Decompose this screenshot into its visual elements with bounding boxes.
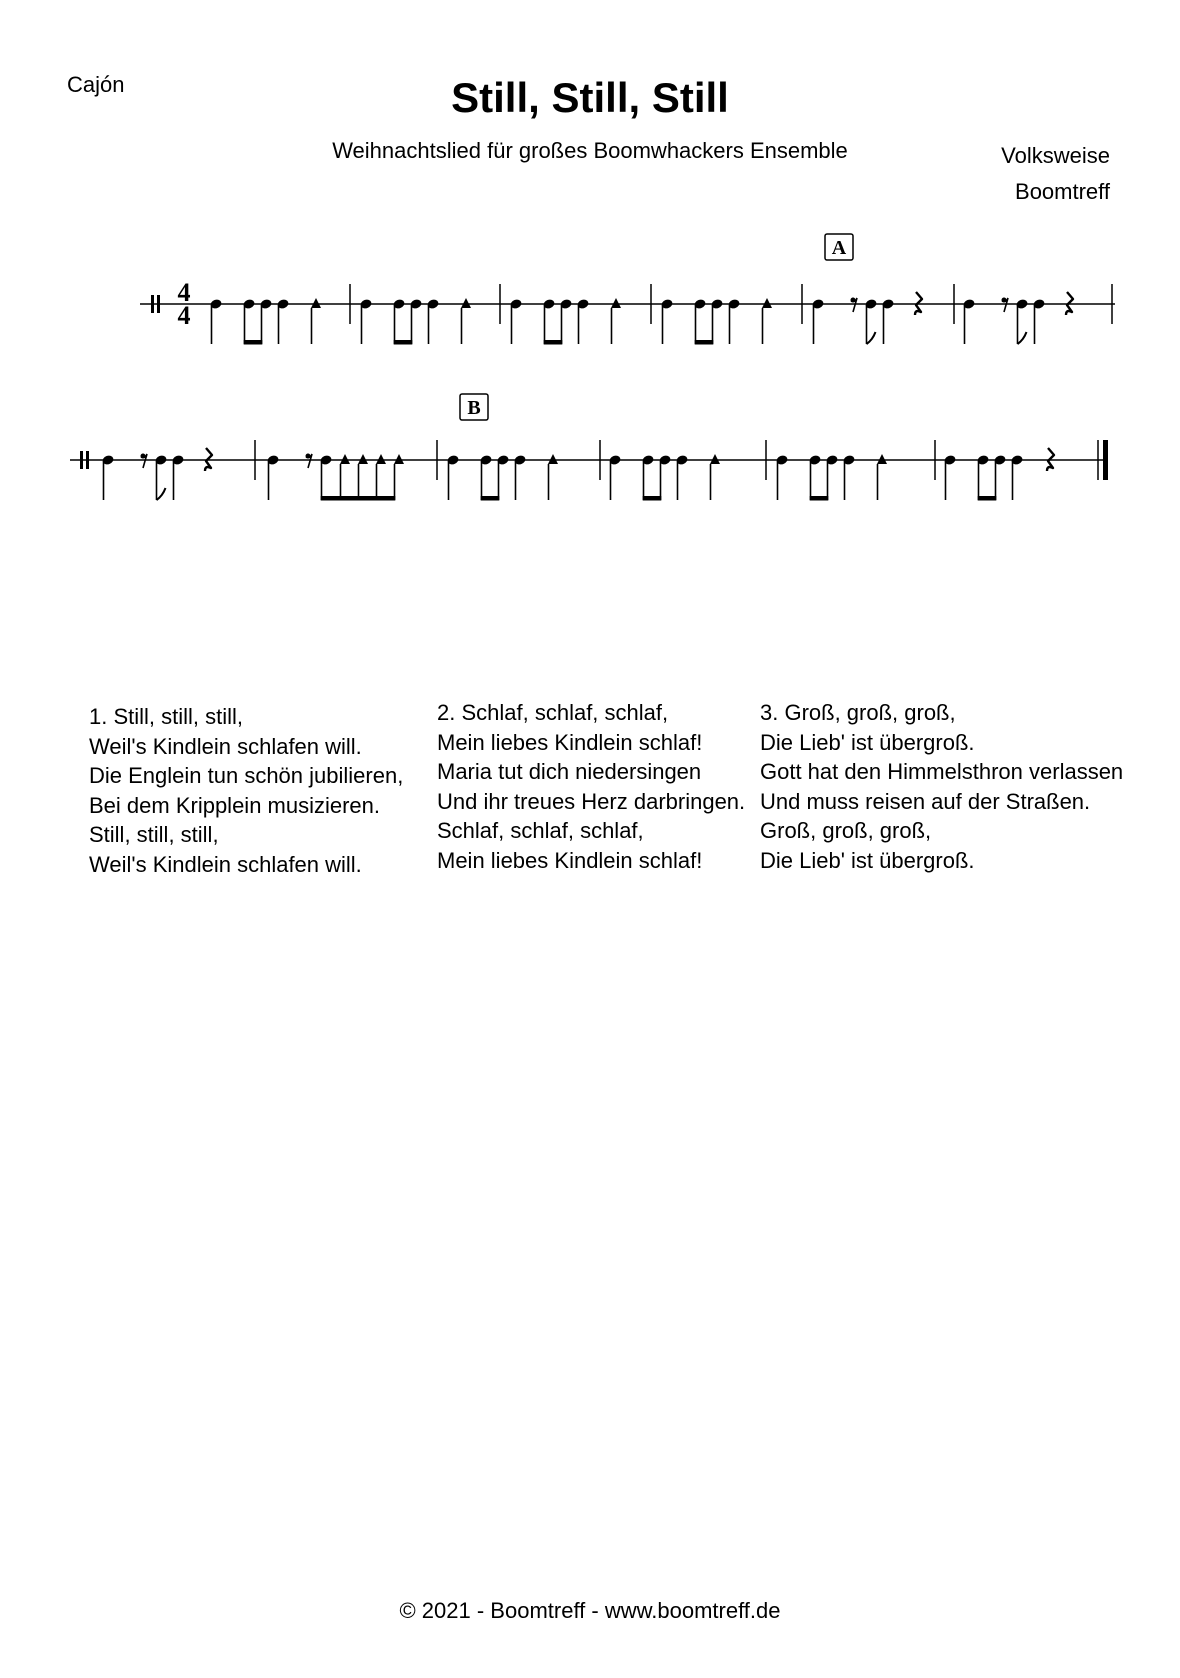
staff-system-1 — [140, 234, 1115, 345]
lyric-line: Still, still, still, — [89, 822, 219, 847]
note-head-accent — [311, 298, 321, 308]
rehearsal-mark: A — [831, 237, 847, 259]
arranger: Boomtreff — [1015, 179, 1110, 204]
staff-system-2 — [70, 394, 1108, 501]
lyric-line: Und ihr treues Herz darbringen. — [437, 788, 746, 814]
note-head-accent — [611, 298, 621, 308]
lyrics-verse-2 — [437, 698, 745, 875]
lyric-line: Gott hat den Himmelsthron verlassen — [760, 759, 1124, 784]
page-title: Still, Still, Still — [451, 74, 729, 121]
note-head-accent — [358, 454, 368, 464]
lyric-line: Schlaf, schlaf, schlaf, — [437, 818, 644, 843]
note-head-accent — [461, 298, 471, 308]
note-head-accent — [762, 298, 772, 308]
rehearsal-mark: B — [467, 397, 481, 419]
lyric-line: 2. Schlaf, schlaf, schlaf, — [437, 700, 669, 725]
note-head-accent — [340, 454, 350, 464]
composer: Volksweise — [1001, 143, 1110, 168]
percussion-score — [0, 0, 1180, 540]
lyric-line: Die Englein tun schön jubilieren, — [89, 763, 404, 788]
beam — [481, 496, 500, 501]
lyric-line: Weil's Kindlein schlafen will. — [89, 733, 362, 759]
percussion-clef — [157, 295, 160, 313]
lyric-line: Weil's Kindlein schlafen will. — [89, 851, 362, 877]
copyright-footer: © 2021 - Boomtreff - www.boomtreff.de — [399, 1598, 781, 1623]
lyrics-verse-1 — [89, 702, 403, 879]
percussion-clef — [86, 451, 89, 469]
lyric-line: Groß, groß, groß, — [760, 818, 932, 843]
lyrics-verse-3 — [760, 698, 1123, 875]
lyric-line: Maria tut dich niedersingen — [437, 759, 702, 784]
percussion-clef — [151, 295, 154, 313]
note-head-accent — [548, 454, 558, 464]
beam — [810, 496, 829, 501]
lyric-line: Mein liebes Kindlein schlaf! — [437, 729, 703, 755]
lyric-line: Mein liebes Kindlein schlaf! — [437, 847, 703, 873]
beam — [321, 496, 396, 501]
lyric-line: 1. Still, still, still, — [89, 704, 244, 729]
note-head-accent — [376, 454, 386, 464]
beam — [695, 340, 714, 345]
note-head-accent — [394, 454, 404, 464]
note-head-accent — [877, 454, 887, 464]
lyric-line: Und muss reisen auf der Straßen. — [760, 788, 1091, 814]
beam — [544, 340, 563, 345]
note-flag — [867, 332, 876, 344]
beam — [978, 496, 997, 501]
subtitle: Weihnachtslied für großes Boomwhackers Ensemble — [332, 138, 848, 163]
lyric-line: 3. Groß, groß, groß, — [760, 700, 956, 725]
percussion-clef — [80, 451, 83, 469]
beam — [244, 340, 263, 345]
lyric-line: Die Lieb' ist übergroß. — [760, 847, 975, 873]
note-head-accent — [710, 454, 720, 464]
time-signature-top: 4 — [177, 278, 191, 307]
time-signature-bottom: 4 — [177, 301, 191, 330]
note-flag — [157, 488, 166, 500]
final-bar-line — [1103, 440, 1108, 480]
lyric-line: Die Lieb' ist übergroß. — [760, 729, 975, 755]
beam — [394, 340, 413, 345]
lyric-line: Bei dem Kripplein musizieren. — [89, 792, 381, 818]
instrument-name: Cajón — [67, 72, 125, 97]
note-flag — [1018, 332, 1027, 344]
beam — [643, 496, 662, 501]
